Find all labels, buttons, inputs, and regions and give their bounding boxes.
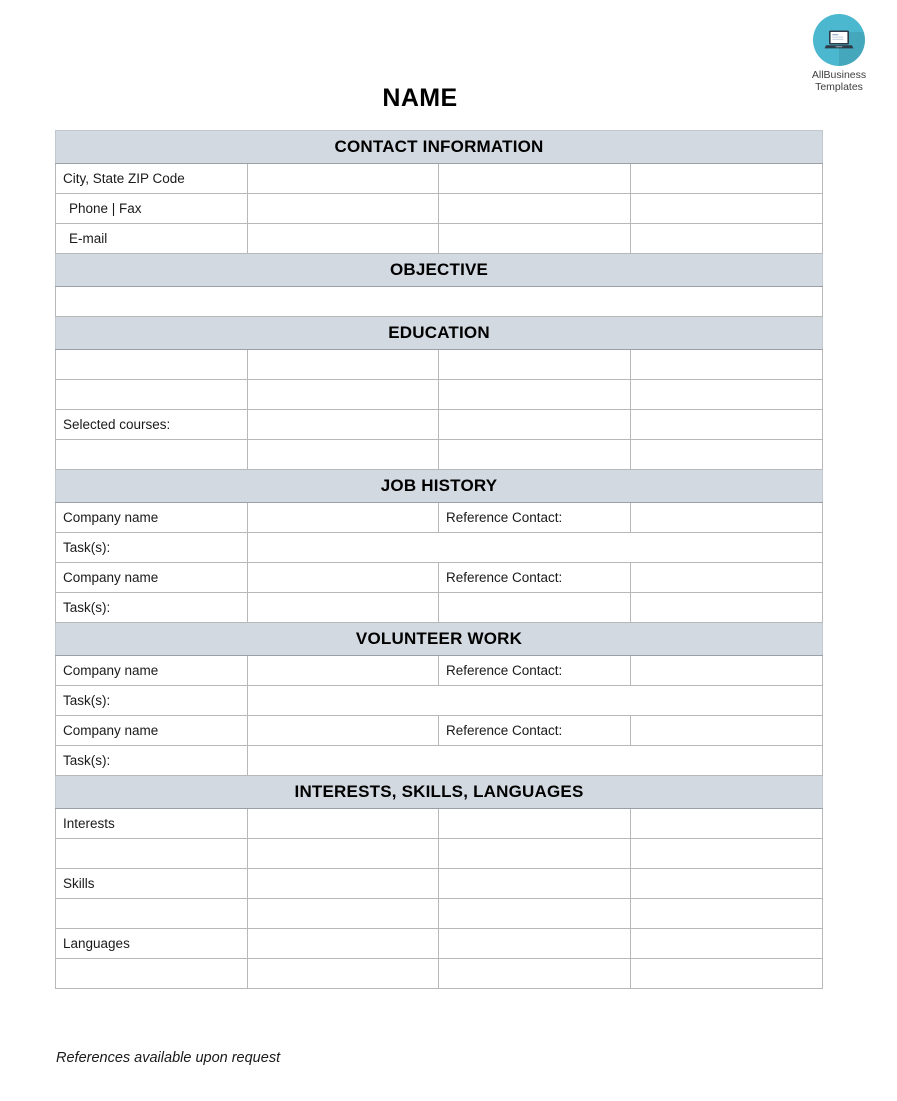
table-row (56, 350, 823, 380)
page-title: NAME (382, 84, 458, 112)
input-cell[interactable] (439, 839, 631, 869)
section-header-row (56, 623, 823, 656)
input-cell[interactable] (56, 899, 248, 929)
section-title-education: EDUCATION (56, 317, 823, 350)
section-header-row (56, 131, 823, 164)
table-row (56, 686, 823, 716)
input-cell[interactable] (248, 746, 823, 776)
input-cell[interactable]: Reference Contact: (439, 563, 631, 593)
table-row (56, 656, 823, 686)
table-row (56, 380, 823, 410)
input-cell[interactable] (248, 164, 439, 194)
input-cell[interactable] (631, 869, 823, 899)
input-cell[interactable] (248, 224, 439, 254)
table-row (56, 929, 823, 959)
section-title-objective: OBJECTIVE (56, 254, 823, 287)
table-row (56, 287, 823, 317)
input-cell[interactable] (631, 899, 823, 929)
input-cell[interactable]: Reference Contact: (439, 716, 631, 746)
input-cell[interactable] (248, 656, 439, 686)
row-label: Company name (56, 503, 248, 533)
table-row (56, 959, 823, 989)
table-row (56, 410, 823, 440)
input-cell[interactable] (248, 563, 439, 593)
input-cell[interactable] (248, 503, 439, 533)
row-label: Interests (56, 809, 248, 839)
row-label: City, State ZIP Code (56, 164, 248, 194)
input-cell[interactable] (631, 164, 823, 194)
input-cell[interactable] (248, 809, 439, 839)
section-header-row (56, 317, 823, 350)
table-row (56, 194, 823, 224)
input-cell[interactable] (439, 224, 631, 254)
row-label: Skills (56, 869, 248, 899)
input-cell[interactable] (631, 503, 823, 533)
row-label: Company name (56, 716, 248, 746)
input-cell[interactable] (248, 839, 439, 869)
row-label: Task(s): (56, 533, 248, 563)
input-cell[interactable] (248, 716, 439, 746)
resume-table (55, 130, 823, 989)
row-label: Task(s): (56, 593, 248, 623)
input-cell[interactable] (439, 380, 631, 410)
input-cell[interactable] (631, 350, 823, 380)
input-cell[interactable] (439, 959, 631, 989)
input-cell[interactable] (439, 164, 631, 194)
section-header-row (56, 470, 823, 503)
input-cell[interactable] (248, 380, 439, 410)
references-note: References available upon request (56, 1050, 281, 1066)
resume-table-body (56, 131, 823, 989)
brand-name-line2: Templates (815, 81, 863, 93)
section-title-contact-information: CONTACT INFORMATION (56, 131, 823, 164)
input-cell[interactable] (248, 593, 439, 623)
input-cell[interactable] (248, 899, 439, 929)
input-cell[interactable] (439, 929, 631, 959)
table-row (56, 224, 823, 254)
section-header-row (56, 776, 823, 809)
input-cell[interactable] (439, 809, 631, 839)
row-label: Company name (56, 563, 248, 593)
section-title-job-history: JOB HISTORY (56, 470, 823, 503)
input-cell[interactable] (631, 440, 823, 470)
row-label: E-mail (56, 224, 248, 254)
input-cell[interactable] (248, 929, 439, 959)
input-cell[interactable] (439, 350, 631, 380)
row-label: Phone | Fax (56, 194, 248, 224)
input-cell[interactable] (631, 380, 823, 410)
brand-logo (791, 14, 887, 93)
table-row (56, 533, 823, 563)
table-row (56, 899, 823, 929)
input-cell[interactable] (248, 440, 439, 470)
input-cell[interactable] (631, 563, 823, 593)
input-cell[interactable] (56, 380, 248, 410)
input-cell[interactable] (631, 656, 823, 686)
input-cell[interactable] (631, 959, 823, 989)
input-cell[interactable] (248, 194, 439, 224)
table-row (56, 869, 823, 899)
input-cell[interactable]: Reference Contact: (439, 503, 631, 533)
input-cell[interactable]: Reference Contact: (439, 656, 631, 686)
input-cell[interactable] (631, 929, 823, 959)
table-row (56, 164, 823, 194)
input-cell[interactable] (248, 533, 823, 563)
row-label: Selected courses: (56, 410, 248, 440)
row-label: Task(s): (56, 686, 248, 716)
input-cell[interactable] (248, 959, 439, 989)
table-row (56, 563, 823, 593)
input-cell[interactable] (56, 839, 248, 869)
input-cell[interactable] (56, 440, 248, 470)
input-cell[interactable] (439, 410, 631, 440)
laptop-icon (813, 14, 865, 66)
input-cell[interactable] (56, 350, 248, 380)
row-label: Company name (56, 656, 248, 686)
input-cell[interactable] (631, 224, 823, 254)
table-row (56, 746, 823, 776)
input-cell[interactable] (631, 593, 823, 623)
input-cell[interactable] (248, 350, 439, 380)
input-cell[interactable] (248, 686, 823, 716)
row-label: Languages (56, 929, 248, 959)
input-cell[interactable] (439, 194, 631, 224)
input-cell[interactable] (631, 410, 823, 440)
row-label: Task(s): (56, 746, 248, 776)
input-cell[interactable] (439, 899, 631, 929)
table-row (56, 593, 823, 623)
section-title-volunteer-work: VOLUNTEER WORK (56, 623, 823, 656)
input-cell[interactable] (631, 809, 823, 839)
table-row (56, 503, 823, 533)
input-cell[interactable] (631, 716, 823, 746)
input-cell[interactable] (439, 869, 631, 899)
input-cell[interactable] (631, 839, 823, 869)
table-row (56, 716, 823, 746)
input-cell[interactable] (248, 410, 439, 440)
input-cell[interactable] (631, 194, 823, 224)
section-title-interests-skills-languages: INTERESTS, SKILLS, LANGUAGES (56, 776, 823, 809)
table-row (56, 440, 823, 470)
input-cell[interactable] (439, 440, 631, 470)
input-cell[interactable] (439, 593, 631, 623)
input-cell[interactable] (56, 287, 823, 317)
brand-name-line1: AllBusiness (811, 69, 867, 81)
input-cell[interactable] (56, 959, 248, 989)
section-header-row (56, 254, 823, 287)
input-cell[interactable] (248, 869, 439, 899)
table-row (56, 839, 823, 869)
table-row (56, 809, 823, 839)
